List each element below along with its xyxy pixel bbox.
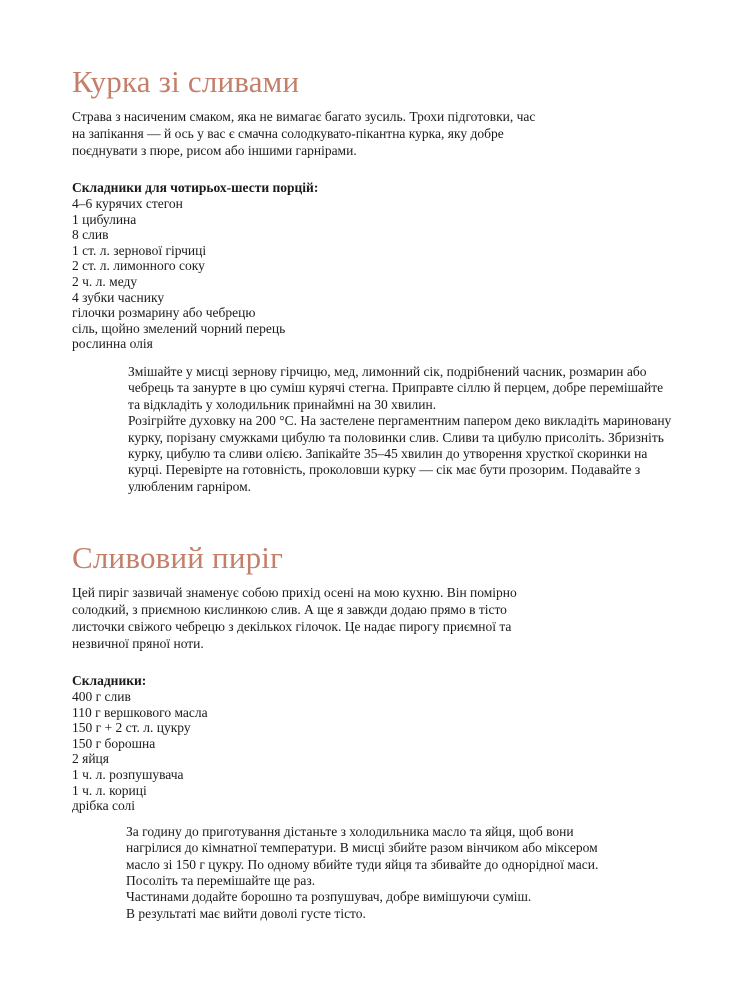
ingredient-item: 4–6 курячих стегон (72, 196, 183, 211)
recipe-method (126, 824, 626, 922)
ingredient-item: 150 г борошна (72, 735, 156, 751)
ingredient-item: рослинна олія (72, 336, 153, 352)
ingredient-item: 1 ч. л. розпушувача (72, 766, 184, 782)
ingredient-item: 4 зубки часнику (72, 289, 165, 305)
recipe-title: Курка зі сливами (72, 64, 300, 99)
ingredients-heading: Складники: (72, 673, 147, 688)
ingredient-item: 1 цибулина (72, 211, 137, 227)
method-step: Змішайте у мисці зернову гірчицю, мед, лимонний сік, подрібнений часник, розмарин або чебрець та занурте в цю суміш курячі стегна. Приправте сіллю й перцем, добре перемішайте та відкладіть у холодильник принаймні на 30 хвилин. (128, 363, 664, 412)
ingredient-item: 110 г вершкового масла (72, 704, 208, 720)
ingredient-item: 150 г + 2 ст. л. цукру (72, 720, 191, 736)
ingredient-item: 2 ст. л. лимонного соку (72, 258, 205, 274)
ingredient-item: дрібка солі (72, 798, 136, 814)
method-step: Розігрійте духовку на 200 °С. На застелене пергаментним папером деко викладіть мариновану курку, порізану смужками цибулю та половинки слив. Сливи та цибулю присоліть. Збризніть курку, цибулю та сливи олією. Запікайте 35–45 хвилин до утворення хрусткої скоринки на курці. Перевірте на готовність, проколовши курку — сік має бути прозорим. Подавайте з улюбленим гарніром. (128, 413, 672, 494)
ingredient-item: гілочки розмарину або чебрецю (72, 305, 256, 321)
method-step: Частинами додайте борошно та розпушувач, добре вимішуючи суміш. (126, 889, 532, 905)
recipe-title: Сливовий пиріг (72, 540, 284, 575)
recipe-intro: Страва з насиченим смаком, яка не вимагає багато зусиль. Трохи підготовки, час на запікання — й ось у вас є смачна солодкувато-пікантна курка, яку добре поєднувати з пюре, рисом або іншими гарнірами. (72, 109, 536, 158)
ingredient-item: 2 яйця (72, 751, 109, 767)
method-step: За годину до приготування дістаньте з холодильника масло та яйця, щоб вони нагрілися до кімнатної температури. В мисці збийте разом вінчиком або міксером масло зі 150 г цукру. По одному вбийте туди яйця та збивайте до однорідної маси. Посоліть та перемішайте ще раз. (126, 823, 599, 888)
ingredient-item: 2 ч. л. меду (72, 273, 138, 289)
ingredients-list (72, 196, 672, 352)
recipe-intro: Цей пиріг зазвичай знаменує собою прихід осені на мою кухню. Він помірно солодкий, з приємною кислинкою слив. А ще я завжди додаю прямо в тісто листочки свіжого чебрецю з декількох гілочок. Це надає пирогу приємної та незвичної пряної ноти. (72, 585, 517, 651)
recipe-method (128, 364, 676, 495)
ingredient-item: сіль, щойно змелений чорний перець (72, 320, 286, 336)
ingredients-heading: Складники для чотирьох-шести порцій: (72, 180, 319, 195)
ingredient-item: 1 ст. л. зернової гірчиці (72, 242, 207, 258)
ingredient-item: 400 г слив (72, 689, 131, 704)
ingredients-list (72, 689, 672, 814)
recipe-chicken-with-plums (72, 62, 672, 495)
method-step: В результаті має вийти доволі густе тісто. (126, 905, 366, 921)
ingredient-item: 1 ч. л. кориці (72, 782, 147, 798)
recipe-plum-pie (72, 538, 672, 922)
ingredient-item: 8 слив (72, 227, 109, 243)
